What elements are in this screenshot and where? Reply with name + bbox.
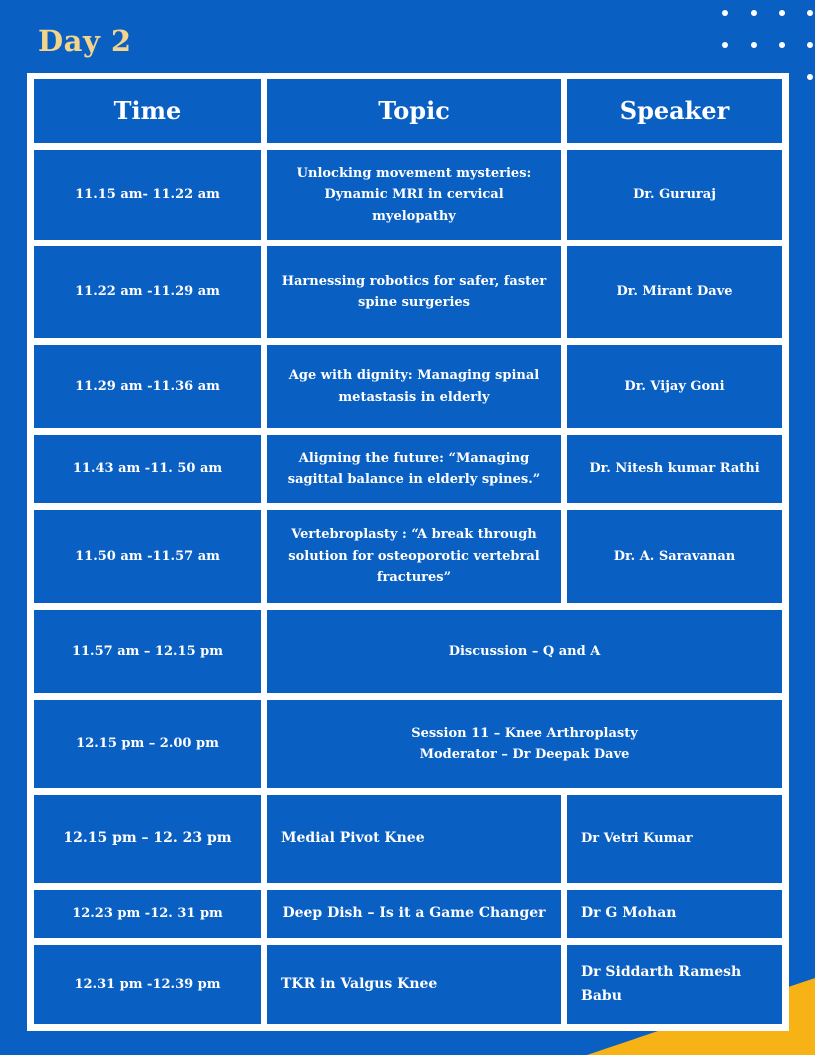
row-1-topic: Unlocking movement mysteries: Dynamic MRI in cervical myelopathy xyxy=(267,150,561,240)
session-moderator: Moderator – Dr Deepak Dave xyxy=(419,747,630,762)
row-7-session xyxy=(267,700,782,788)
row-5-speaker: Dr. A. Saravanan xyxy=(567,510,782,603)
dot xyxy=(807,74,813,80)
row-2-topic: Harnessing robotics for safer, faster spine surgeries xyxy=(267,246,561,338)
row-2-time: 11.22 am -11.29 am xyxy=(34,246,261,338)
row-4-topic: Aligning the future: “Managing sagittal balance in elderly spines.” xyxy=(267,435,561,503)
dot xyxy=(722,10,728,16)
row-8-speaker: Dr Vetri Kumar xyxy=(567,795,782,883)
row-3-speaker: Dr. Vijay Goni xyxy=(567,345,782,428)
row-3-topic: Age with dignity: Managing spinal metastasis in elderly xyxy=(267,345,561,428)
row-10-topic: TKR in Valgus Knee xyxy=(267,945,561,1024)
header-time: Time xyxy=(34,79,261,143)
row-2-speaker: Dr. Mirant Dave xyxy=(567,246,782,338)
row-5-time: 11.50 am -11.57 am xyxy=(34,510,261,603)
row-1-speaker: Dr. Gururaj xyxy=(567,150,782,240)
dot xyxy=(751,42,757,48)
row-8-time: 12.15 pm – 12. 23 pm xyxy=(34,795,261,883)
dot xyxy=(722,42,728,48)
row-3-time: 11.29 am -11.36 am xyxy=(34,345,261,428)
row-9-time: 12.23 pm -12. 31 pm xyxy=(34,890,261,938)
dot xyxy=(807,10,813,16)
dot xyxy=(779,42,785,48)
row-5-topic: Vertebroplasty : “A break through solution for osteoporotic vertebral fractures” xyxy=(267,510,561,603)
row-7-time: 12.15 pm – 2.00 pm xyxy=(34,700,261,788)
header-speaker: Speaker xyxy=(567,79,782,143)
row-10-speaker: Dr Siddarth Ramesh Babu xyxy=(567,945,782,1024)
row-10-time: 12.31 pm -12.39 pm xyxy=(34,945,261,1024)
day-title: Day 2 xyxy=(38,24,132,58)
row-4-time: 11.43 am -11. 50 am xyxy=(34,435,261,503)
row-4-speaker: Dr. Nitesh kumar Rathi xyxy=(567,435,782,503)
row-9-speaker: Dr G Mohan xyxy=(567,890,782,938)
row-8-topic: Medial Pivot Knee xyxy=(267,795,561,883)
dot xyxy=(807,42,813,48)
row-1-time: 11.15 am- 11.22 am xyxy=(34,150,261,240)
session-title: Session 11 – Knee Arthroplasty xyxy=(411,725,638,741)
row-6-discussion: Discussion – Q and A xyxy=(267,610,782,693)
schedule-table xyxy=(27,73,789,1031)
row-6-time: 11.57 am – 12.15 pm xyxy=(34,610,261,693)
header-topic: Topic xyxy=(267,79,561,143)
dot xyxy=(751,10,757,16)
dot xyxy=(779,10,785,16)
row-9-topic: Deep Dish – Is it a Game Changer xyxy=(267,890,561,938)
decorative-dots xyxy=(716,4,815,84)
